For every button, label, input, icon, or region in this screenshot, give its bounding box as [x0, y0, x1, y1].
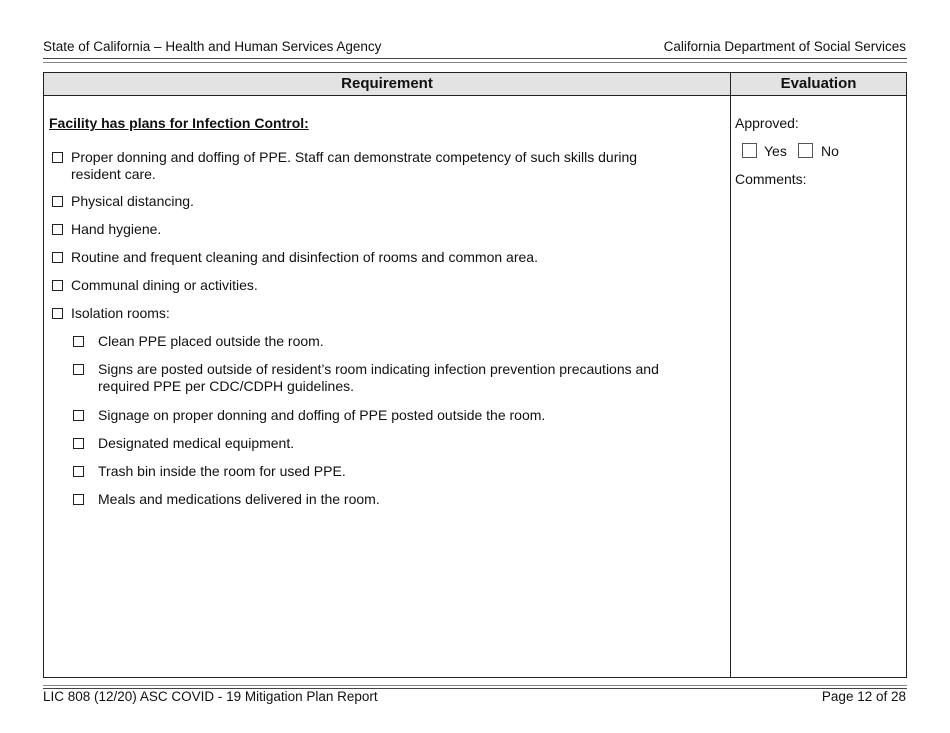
- footer-rule-thin: [43, 685, 907, 686]
- approved-no-label: No: [821, 143, 839, 159]
- item-text-line: Designated medical equipment.: [98, 435, 295, 451]
- item-text-line: Routine and frequent cleaning and disinfection of rooms and common area.: [71, 249, 538, 265]
- section-title: Facility has plans for Infection Control:: [49, 115, 309, 131]
- checkbox[interactable]: [52, 152, 63, 163]
- item-text-line: Signage on proper donning and doffing of PPE posted outside the room.: [98, 407, 546, 423]
- requirements-table: [43, 72, 907, 678]
- checkbox[interactable]: [73, 336, 84, 347]
- header-agency: State of California – Health and Human Services Agency: [43, 39, 382, 54]
- footer-form-id: LIC 808 (12/20) ASC COVID - 19 Mitigation Plan Report: [43, 689, 378, 704]
- checkbox[interactable]: [73, 364, 84, 375]
- checkbox[interactable]: [73, 494, 84, 505]
- checkbox[interactable]: [52, 280, 63, 291]
- approved-yes-label: Yes: [764, 143, 787, 159]
- footer-page-number: Page 12 of 28: [821, 689, 906, 704]
- table-header-row: [44, 73, 906, 96]
- header-rule-thin: [43, 62, 907, 63]
- item-text-line: Communal dining or activities.: [71, 277, 258, 293]
- checkbox[interactable]: [73, 466, 84, 477]
- checkbox[interactable]: [52, 224, 63, 235]
- checkbox[interactable]: [73, 438, 84, 449]
- comments-label: Comments:: [735, 171, 807, 187]
- item-text-line: Clean PPE placed outside the room.: [98, 333, 324, 349]
- checkbox[interactable]: [52, 308, 63, 319]
- item-text-line: required PPE per CDC/CDPH guidelines.: [98, 378, 354, 394]
- approved-yes-checkbox[interactable]: [742, 143, 757, 158]
- item-text-line: Hand hygiene.: [71, 221, 162, 237]
- item-text-line: Isolation rooms:: [71, 305, 170, 321]
- column-header-evaluation: Evaluation: [780, 75, 857, 92]
- header-rule: [43, 58, 907, 59]
- approved-label: Approved:: [735, 115, 799, 131]
- checkbox[interactable]: [73, 410, 84, 421]
- item-text-line: Trash bin inside the room for used PPE.: [98, 463, 346, 479]
- column-header-requirement: Requirement: [341, 75, 433, 92]
- header-department: California Department of Social Services: [663, 39, 906, 54]
- item-text-line: Physical distancing.: [71, 193, 194, 209]
- item-text-line: Signs are posted outside of resident’s room indicating infection prevention precautions and: [98, 361, 659, 377]
- checkbox[interactable]: [52, 252, 63, 263]
- approved-no-checkbox[interactable]: [798, 143, 813, 158]
- checkbox[interactable]: [52, 196, 63, 207]
- item-text-line: resident care.: [71, 166, 156, 182]
- item-text-line: Proper donning and doffing of PPE. Staff can demonstrate competency of such skills during: [71, 149, 638, 165]
- item-text-line: Meals and medications delivered in the room.: [98, 491, 380, 507]
- column-divider: [730, 73, 731, 677]
